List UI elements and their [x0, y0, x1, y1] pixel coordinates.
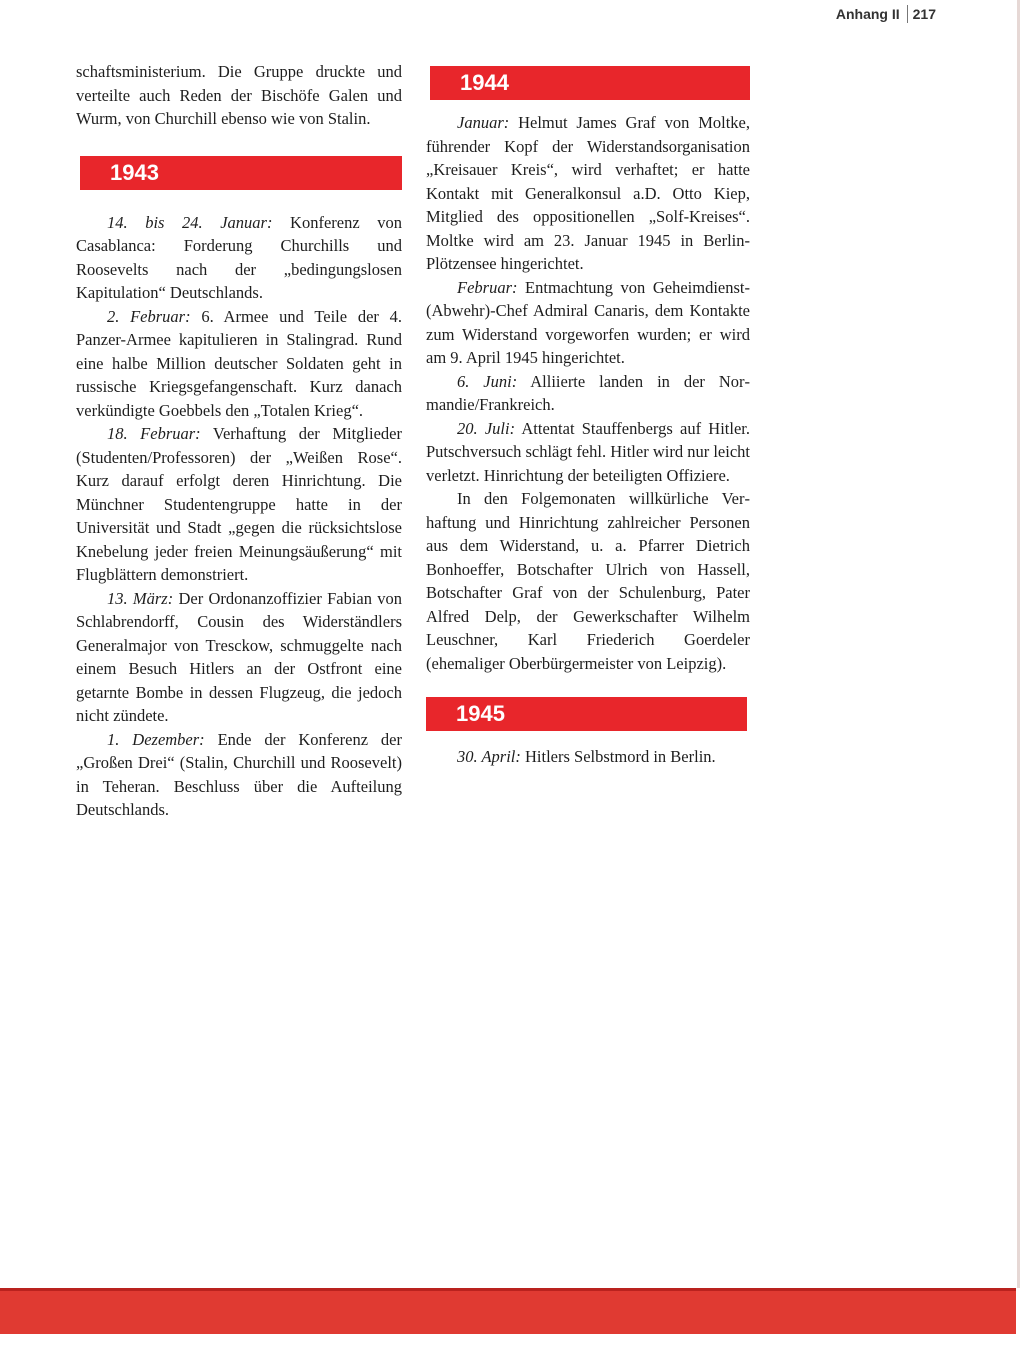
timeline-entry [426, 276, 750, 370]
timeline-entry [76, 728, 402, 822]
entry-text: In den Folgemonaten willkürliche Verhaftung und Hinrichtung zahlreicher Personen aus dem Widerstand, u. a. Pfarrer Dietrich Bonhoeffer, Botschafter Ulrich von Hassell, Botschafter Graf von der Schulenburg, Pater Alfred Delp, der Gewerkschafter Wilhelm Leuschner, Karl Friederich Goerdeler (ehemaliger Oberbürgermeister von Leipzig). [426, 489, 750, 673]
entry-date: 14. bis 24. Januar: [107, 212, 273, 232]
entry-date: Februar: [457, 277, 518, 297]
book-cover-edge [0, 1288, 1016, 1334]
entry-date: 30. April: [457, 747, 521, 766]
year-banner-1944: 1944 [430, 66, 750, 100]
timeline-entry [426, 745, 750, 769]
entry-date: 13. März: [107, 588, 174, 608]
timeline-entry [426, 370, 750, 417]
entry-date: 2. Februar: [107, 306, 191, 326]
entry-text: Ende der Konferenz der „Großen Drei“ (Stalin, Churchill und Roosevelt) in Teheran. Beschluss über die Aufteilung Deutschlands. [76, 729, 403, 819]
entry-date: 18. Februar: [107, 424, 201, 443]
timeline-entry [76, 211, 402, 305]
left-column [76, 60, 402, 822]
entry-date: 20. Juli: [457, 418, 516, 438]
year-banner-1945: 1945 [426, 697, 747, 731]
section-title: Anhang II [835, 6, 900, 22]
entry-text: Alliierte landen in der Normandie/Frankreich. [426, 371, 750, 414]
entry-text: Konferenz von Casablanca: Forderung Churchills und Roosevelts nach der „bedingungslosen Kapitulation“ Deutschlands. [76, 212, 402, 302]
right-column [426, 66, 750, 769]
entry-text: Attentat Stauffenbergs auf Hitler. Putschversuch schlägt fehl. Hitler wird nur leicht verletzt. Hinrichtung der beteiligten Offiziere. [426, 418, 750, 485]
timeline-entry [76, 587, 402, 728]
timeline-entry [426, 111, 750, 276]
entry-date: 1. Dezember: [107, 729, 205, 749]
entry-text: Hitlers Selbstmord in Berlin. [520, 747, 716, 766]
intro-paragraph: schaftsministerium. Die Gruppe druckte und verteilte auch Reden der Bischöfe Galen und Wurm, von Churchill ebenso wie von Stalin. [76, 62, 402, 128]
timeline-entry [76, 422, 402, 587]
entry-text: Helmut James Graf von Moltke, führender Kopf der Widerstandsorganisation „Kreisauer Kreis“, wird verhaftet; er hatte Kontakt mit Generalkonsul a.D. Otto Kiep, Mitglied des oppositionellen „Solf-Kreises“. Moltke wird am 23. Januar 1945 in Berlin-Plötzensee hingerichtet. [426, 113, 750, 273]
entry-date: Januar: [457, 113, 510, 132]
header-divider [907, 5, 908, 23]
timeline-entry [76, 305, 402, 423]
entry-text: Der Ordonanzoffizier Fabian von Schlabrendorff, Cousin des Widerständlers Generalmajor von Tresckow, schmuggelte nach einem Besuch Hitlers an der Ostfront eine getarnte Bombe in dessen Flugzeug, die jedoch nicht zündete. [76, 588, 402, 725]
entry-text: 6. Armee und Teile der 4. Panzer-Armee kapitulieren in Stalingrad. Rund eine halbe Million deutscher Soldaten geht in russische Kriegsgefangenschaft. Kurz danach verkündigte Goebbels den „Totalen Krieg“. [76, 306, 402, 420]
timeline-entry [426, 487, 750, 675]
entry-text: Entmachtung von Geheimdienst-(Abwehr)-Chef Admiral Canaris, dem Kontakte zum Widerstand vorgeworfen wurden; er wird am 9. April 1945 hingerichtet. [426, 277, 750, 367]
year-banner-1943: 1943 [80, 156, 402, 190]
page-number: 217 [912, 6, 936, 22]
page-header [836, 5, 936, 23]
timeline-entry [426, 417, 750, 488]
entry-text: Verhaftung der Mitglieder (Studenten/Professoren) der „Weißen Rose“. Kurz darauf erfolgt deren Hinrichtung. Die Münchner Studentengruppe hatte in der Universität und Stadt „gegen die rücksichtslose Knebelung jeder freien Meinungsäußerung“ mit Flugblättern demonstriert. [76, 424, 402, 584]
page-edge-shadow [1017, 0, 1020, 1288]
entry-date: 6. Juni: [457, 371, 518, 391]
